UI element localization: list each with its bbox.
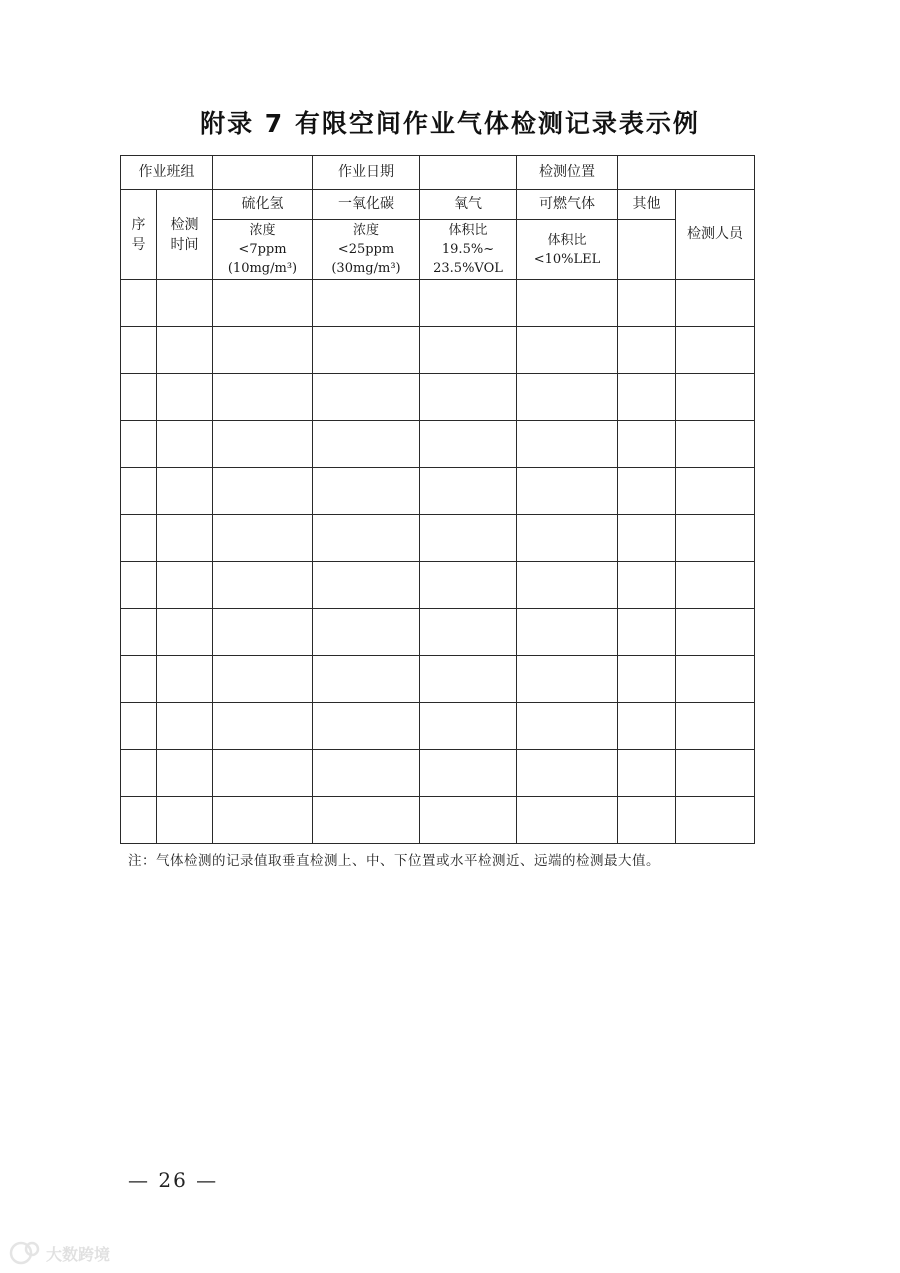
inspector-header: 检测人员 [676,190,755,280]
limit-o2-line-3: 23.5%VOL [433,261,503,276]
table-cell[interactable] [517,797,618,844]
table-row [121,515,755,562]
table-cell[interactable] [676,656,755,703]
table-cell[interactable] [313,421,420,468]
table-cell[interactable] [121,562,157,609]
table-cell[interactable] [213,656,313,703]
team-label: 作业班组 [121,156,213,190]
table-cell[interactable] [121,515,157,562]
table-cell[interactable] [157,656,213,703]
watermark-logo-icon [8,1240,42,1266]
limit-h2s-line-3: (10mg/m³) [227,261,298,276]
table-cell[interactable] [618,562,676,609]
table-cell[interactable] [618,656,676,703]
date-label: 作业日期 [313,156,420,190]
table-row [121,468,755,515]
limit-h2s-line-2: <7ppm [238,242,287,257]
table-cell[interactable] [517,374,618,421]
table-cell[interactable] [121,468,157,515]
page-number: — 26 — [128,1168,219,1192]
gas-limit-row [121,220,755,280]
table-cell[interactable] [676,374,755,421]
table-cell[interactable] [676,280,755,327]
table-cell[interactable] [121,280,157,327]
table-cell[interactable] [420,656,517,703]
table-cell[interactable] [213,797,313,844]
limit-co [313,220,420,280]
date-value [420,156,517,190]
table-cell[interactable] [676,468,755,515]
gas-name-co: 一氧化碳 [313,190,420,220]
table-cell[interactable] [618,515,676,562]
table-cell[interactable] [213,468,313,515]
table-cell[interactable] [420,703,517,750]
limit-other [618,220,676,280]
table-cell[interactable] [157,703,213,750]
table-cell[interactable] [121,703,157,750]
gas-name-other: 其他 [618,190,676,220]
seq-label: 序号 [131,216,146,253]
table-cell[interactable] [121,327,157,374]
table-cell[interactable] [313,656,420,703]
table-cell[interactable] [121,797,157,844]
table-cell[interactable] [420,374,517,421]
limit-co-line-1: 浓度 [352,223,379,238]
limit-o2-line-2: 19.5%~ [441,242,495,257]
table-row [121,280,755,327]
table-cell[interactable] [676,609,755,656]
limit-o2 [420,220,517,280]
table-cell[interactable] [157,797,213,844]
table-cell[interactable] [420,515,517,562]
table-row [121,703,755,750]
team-value [213,156,313,190]
table-cell[interactable] [313,374,420,421]
table-cell[interactable] [517,515,618,562]
table-cell[interactable] [157,374,213,421]
table-cell[interactable] [213,609,313,656]
page-title: 附录 7 有限空间作业气体检测记录表示例 [200,109,700,138]
table-row [121,609,755,656]
table-cell[interactable] [517,609,618,656]
table-cell[interactable] [517,280,618,327]
table-cell[interactable] [676,750,755,797]
table-cell[interactable] [213,421,313,468]
table-cell[interactable] [157,421,213,468]
table-cell[interactable] [121,374,157,421]
table-cell[interactable] [121,656,157,703]
location-label: 检测位置 [517,156,618,190]
table-cell[interactable] [618,797,676,844]
limit-co-line-3: (30mg/m³) [331,261,401,276]
table-cell[interactable] [517,327,618,374]
watermark-text: 大数跨境 [46,1244,111,1264]
table-cell[interactable] [157,609,213,656]
table-cell[interactable] [213,703,313,750]
table-cell[interactable] [420,750,517,797]
table-row [121,656,755,703]
table-cell[interactable] [213,374,313,421]
table-row [121,374,755,421]
gas-name-h2s: 硫化氢 [213,190,313,220]
table-cell[interactable] [157,280,213,327]
table-footnote: 注：气体检测的记录值取垂直检测上、中、下位置或水平检测近、远端的检测最大值。 [128,853,660,869]
limit-co-line-2: <25ppm [337,242,395,257]
gas-detection-record-table [120,155,755,844]
table-cell[interactable] [517,656,618,703]
limit-h2s-line-1: 浓度 [249,223,276,238]
table-cell[interactable] [420,797,517,844]
table-cell[interactable] [618,703,676,750]
table-cell[interactable] [517,703,618,750]
table-cell[interactable] [420,562,517,609]
table-cell[interactable] [121,750,157,797]
header-info-row [121,156,755,190]
table-cell[interactable] [157,327,213,374]
table-cell[interactable] [420,609,517,656]
gas-name-row [121,190,755,220]
table-cell[interactable] [420,468,517,515]
table-cell[interactable] [121,609,157,656]
table-cell[interactable] [213,515,313,562]
table-cell[interactable] [313,562,420,609]
table-cell[interactable] [618,468,676,515]
table-cell[interactable] [121,421,157,468]
table-cell[interactable] [420,280,517,327]
table-cell[interactable] [213,280,313,327]
limit-o2-line-1: 体积比 [448,223,488,238]
table-cell[interactable] [676,562,755,609]
table-cell[interactable] [618,374,676,421]
limit-combustible [517,220,618,280]
gas-name-o2: 氧气 [420,190,517,220]
seq-header [121,190,157,280]
table-cell[interactable] [313,703,420,750]
table-cell[interactable] [313,797,420,844]
table-cell[interactable] [676,515,755,562]
limit-h2s [213,220,313,280]
limit-combustible-line-2: <10%LEL [533,251,601,267]
table-cell[interactable] [313,327,420,374]
location-value [618,156,755,190]
table-row [121,750,755,797]
table-row [121,327,755,374]
table-row [121,421,755,468]
table-cell[interactable] [618,609,676,656]
table-cell[interactable] [618,421,676,468]
table-cell[interactable] [213,750,313,797]
table-cell[interactable] [157,468,213,515]
table-cell[interactable] [618,327,676,374]
table-cell[interactable] [676,327,755,374]
table-cell[interactable] [213,562,313,609]
table-row [121,562,755,609]
table-cell[interactable] [313,468,420,515]
table-cell[interactable] [213,327,313,374]
table-cell[interactable] [618,750,676,797]
table-cell[interactable] [517,562,618,609]
table-cell[interactable] [313,609,420,656]
table-cell[interactable] [618,280,676,327]
table-cell[interactable] [157,750,213,797]
limit-combustible-line-1: 体积比 [547,232,587,248]
table-row [121,797,755,844]
table-cell[interactable] [420,421,517,468]
table-cell[interactable] [517,421,618,468]
table-cell[interactable] [157,562,213,609]
table-cell[interactable] [157,515,213,562]
table-cell[interactable] [313,515,420,562]
table-cell[interactable] [676,703,755,750]
watermark [8,1240,110,1266]
table-cell[interactable] [313,750,420,797]
time-label: 检测时间 [170,216,199,253]
table-cell[interactable] [420,327,517,374]
table-cell[interactable] [676,797,755,844]
table-cell[interactable] [676,421,755,468]
table-cell[interactable] [517,750,618,797]
table-cell[interactable] [517,468,618,515]
table-cell[interactable] [313,280,420,327]
time-header [157,190,213,280]
gas-name-combustible: 可燃气体 [517,190,618,220]
